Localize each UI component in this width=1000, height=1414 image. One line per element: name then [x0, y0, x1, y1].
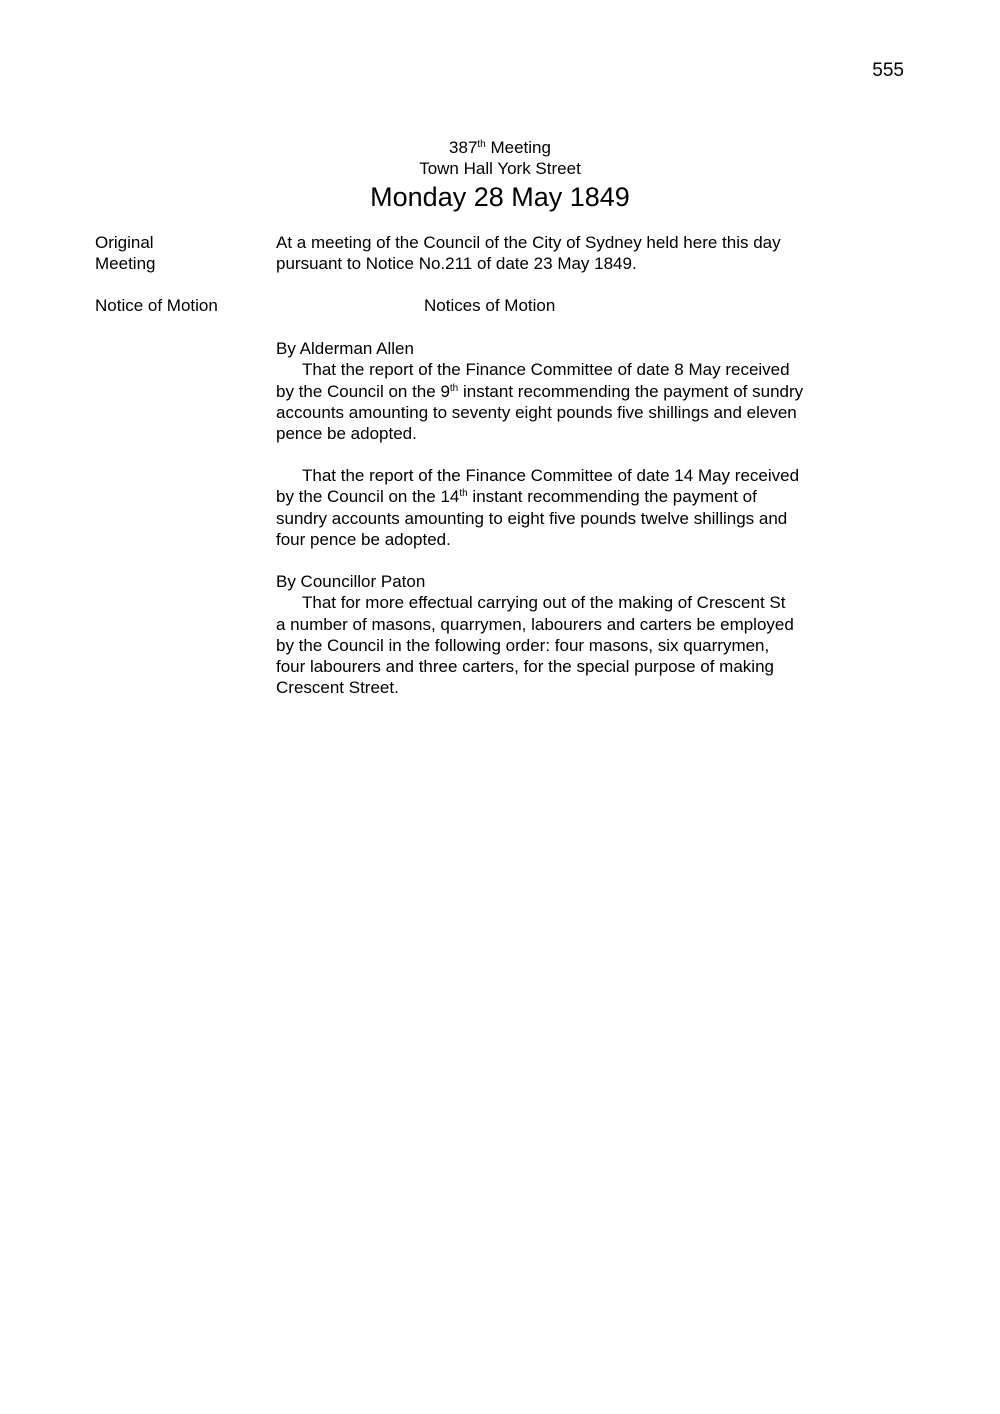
text-line: pence be adopted. — [276, 424, 417, 444]
councillor-paton-block — [276, 571, 876, 699]
text-line — [276, 486, 876, 507]
text-line: by the Council in the following order: four masons, six quarrymen, — [276, 635, 770, 655]
margin-label-original-meeting — [95, 232, 265, 275]
text-line: four pence be adopted. — [276, 529, 451, 549]
text-line: a number of masons, quarrymen, labourers and carters be employed — [276, 614, 794, 634]
text-line: That the report of the Finance Committee of date 14 May received — [302, 466, 800, 485]
text-line: pursuant to Notice No.211 of date 23 May 1849. — [276, 254, 637, 274]
ordinal-suffix: th — [449, 382, 459, 394]
text-line: sundry accounts amounting to eight five pounds twelve shillings and — [276, 508, 788, 528]
meeting-venue: Town Hall York Street — [419, 159, 581, 178]
text-line: That for more effectual carrying out of the making of Crescent St — [302, 593, 786, 613]
original-meeting-text — [276, 232, 876, 275]
text-line: four labourers and three carters, for the special purpose of making — [276, 657, 774, 677]
meeting-number — [0, 137, 1000, 158]
text-line — [276, 381, 876, 402]
alderman-allen-motion-2 — [276, 465, 876, 550]
meeting-header — [0, 137, 1000, 214]
byline-alderman-allen: By Alderman Allen — [276, 339, 414, 358]
meeting-number-suffix: th — [477, 139, 486, 150]
ordinal-suffix: th — [459, 488, 468, 500]
margin-label-line: Meeting — [95, 254, 156, 274]
text-line: Crescent Street. — [276, 678, 399, 698]
margin-label-line: Original — [95, 233, 154, 252]
text-line: At a meeting of the Council of the City of Sydney held here this day — [276, 233, 781, 252]
text-line: That the report of the Finance Committee of date 8 May received — [302, 360, 790, 380]
text-fragment: instant recommending the payment of — [467, 487, 757, 507]
text-fragment: instant recommending the payment of sundry — [458, 381, 804, 401]
text-fragment: by the Council on the 9 — [276, 381, 450, 401]
notices-of-motion-heading: Notices of Motion — [424, 296, 556, 315]
page-number: 555 — [872, 60, 904, 81]
byline-councillor-paton: By Councillor Paton — [276, 572, 426, 591]
text-fragment: by the Council on the 14 — [276, 487, 460, 507]
alderman-allen-block — [276, 338, 876, 444]
meeting-date: Monday 28 May 1849 — [370, 182, 630, 212]
margin-label-notice-of-motion — [95, 295, 265, 316]
meeting-word: Meeting — [485, 138, 551, 157]
margin-label-line: Notice of Motion — [95, 296, 218, 315]
text-line: accounts amounting to seventy eight pounds five shillings and eleven — [276, 402, 797, 422]
meeting-number-value: 387 — [449, 138, 478, 157]
